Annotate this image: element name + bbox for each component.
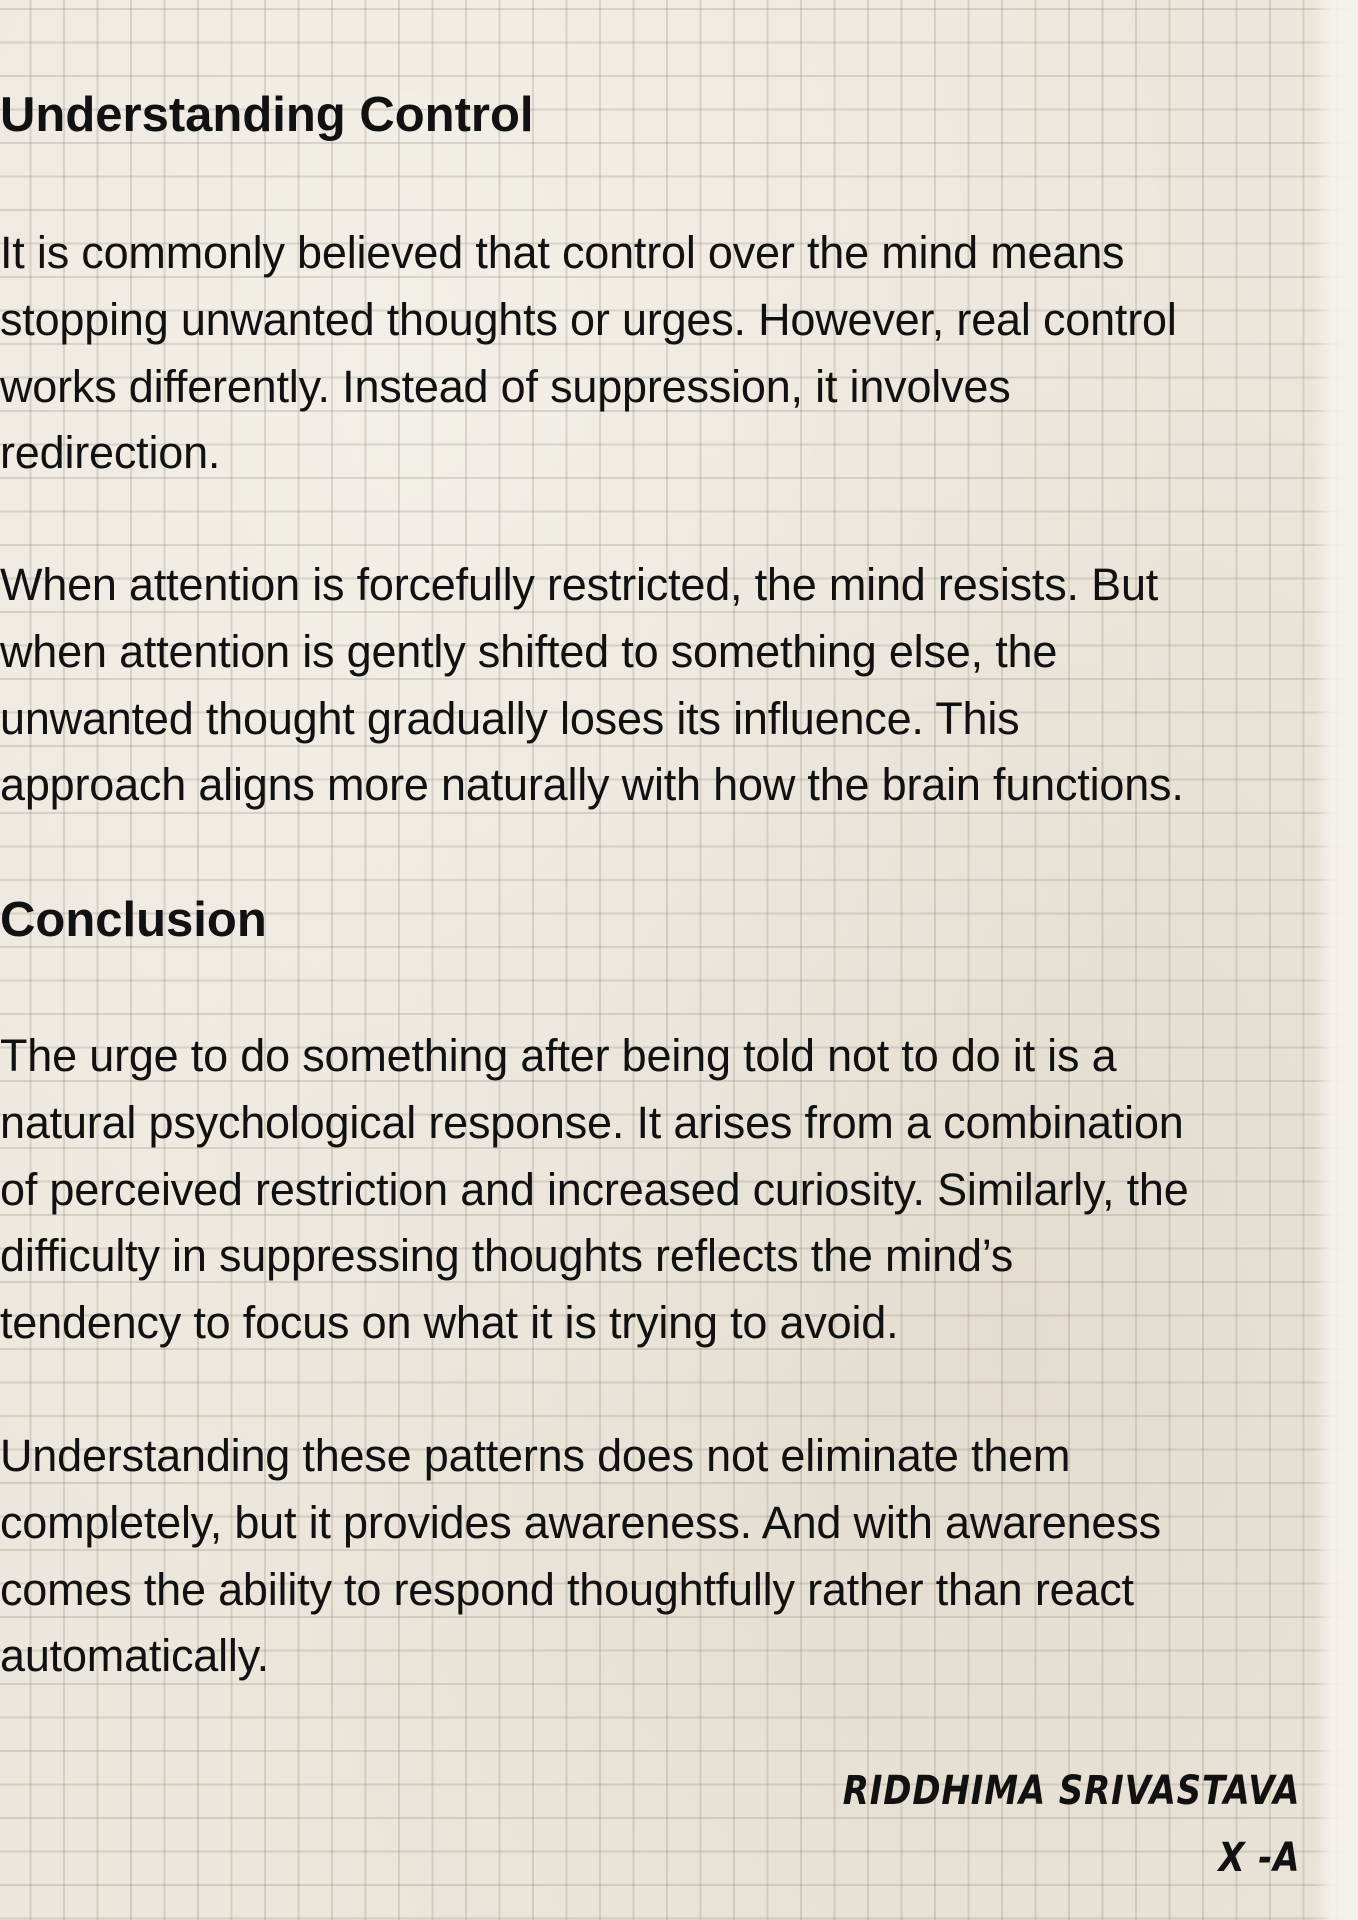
heading-conclusion: Conclusion [0, 893, 267, 947]
text-line: Understanding these patterns does not eliminate them [0, 1430, 1071, 1481]
paragraph-natural-response [0, 1023, 1300, 1357]
paragraph-control-definition [0, 220, 1300, 487]
author-name: RIDDHIMA SRIVASTAVA [842, 1768, 1300, 1814]
text-line: difficulty in suppressing thoughts reflects the mind’s [0, 1230, 1014, 1282]
text-line: redirection. [0, 427, 221, 479]
text-line: stopping unwanted thoughts or urges. However, real control [0, 293, 1177, 345]
text-line: works differently. Instead of suppression, it involves [0, 360, 1011, 412]
paper-right-edge [1314, 0, 1358, 1920]
text-line: automatically. [0, 1630, 269, 1682]
author-class: X -A [1218, 1835, 1300, 1881]
text-line: completely, but it provides awareness. And with awareness [0, 1496, 1161, 1548]
text-line: comes the ability to respond thoughtfully rather than react [0, 1563, 1134, 1615]
text-line: approach aligns more naturally with how the brain functions. [0, 759, 1184, 811]
text-line: natural psychological response. It arises from a combination [0, 1096, 1184, 1148]
text-line: of perceived restriction and increased curiosity. Similarly, the [0, 1163, 1189, 1215]
paragraph-attention-redirection [0, 552, 1300, 819]
paragraph-awareness [0, 1423, 1300, 1690]
heading-understanding-control: Understanding Control [0, 88, 534, 142]
text-line: When attention is forcefully restricted, the mind resists. But [0, 559, 1159, 610]
text-line: when attention is gently shifted to something else, the [0, 625, 1058, 677]
text-line: tendency to focus on what it is trying to avoid. [0, 1297, 899, 1349]
text-line: unwanted thought gradually loses its influence. This [0, 692, 1020, 744]
text-line: The urge to do something after being told not to do it is a [0, 1030, 1117, 1081]
text-line: It is commonly believed that control over the mind means [0, 227, 1125, 278]
